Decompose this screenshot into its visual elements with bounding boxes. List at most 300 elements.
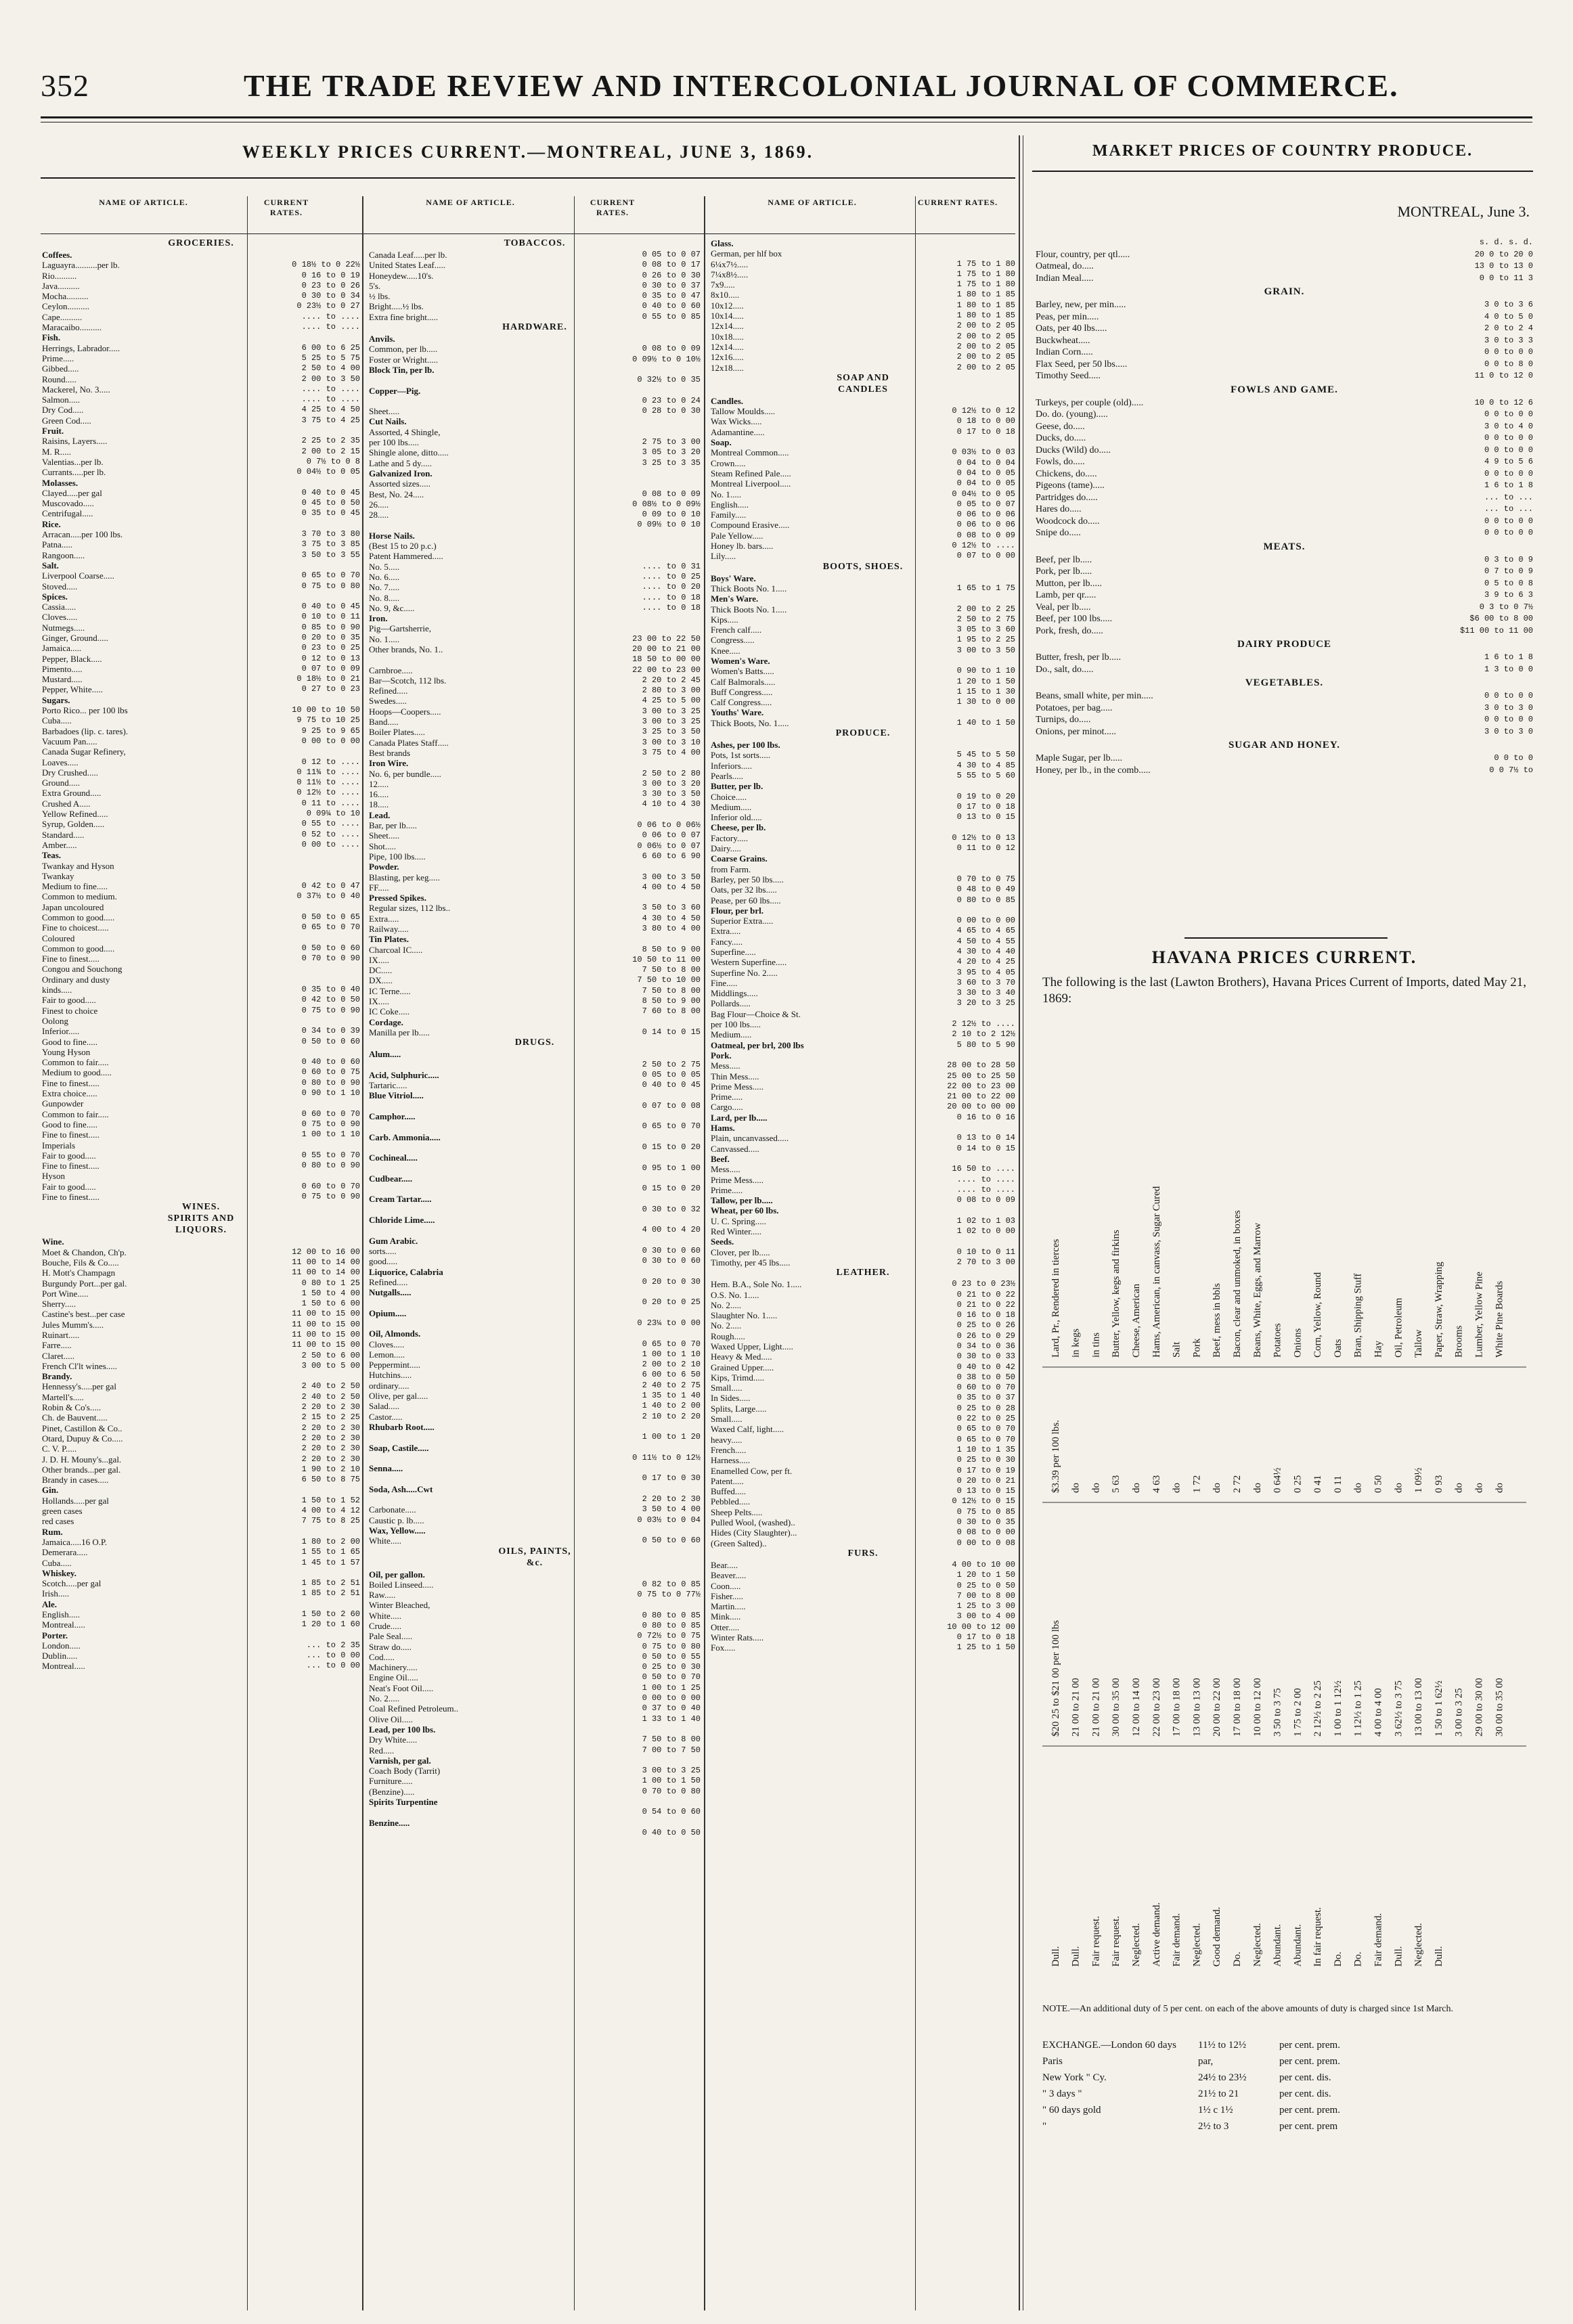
price-row bbox=[42, 508, 360, 518]
price-row bbox=[42, 1351, 360, 1361]
article-name: Extra..... bbox=[711, 926, 741, 937]
article-name: Fancy..... bbox=[711, 936, 743, 947]
price-row bbox=[42, 416, 360, 426]
price-row bbox=[711, 697, 1015, 707]
current-rate: 0 00 to .... bbox=[301, 839, 360, 849]
article-name: Coffees. bbox=[42, 250, 72, 260]
current-rate: 0 13 to 0 15 bbox=[956, 812, 1015, 822]
current-rate: 0 65 to 0 70 bbox=[301, 571, 360, 581]
current-rate bbox=[626, 810, 701, 820]
article-name: Otter..... bbox=[711, 1622, 740, 1632]
article-name: Benzine..... bbox=[369, 1817, 410, 1828]
price-row bbox=[42, 1171, 360, 1181]
article-name: Demerara..... bbox=[42, 1547, 88, 1558]
current-rate: .... to .... bbox=[956, 1184, 1015, 1194]
article-name: Yellow Refined..... bbox=[42, 809, 108, 820]
current-rate bbox=[941, 707, 1015, 717]
havana-price: 2 12½ to 2 25 bbox=[1312, 1680, 1324, 1737]
price-row bbox=[42, 281, 360, 291]
current-rate: 0 17 to 0 19 bbox=[956, 1465, 1015, 1475]
exchange-row bbox=[1042, 2086, 1526, 2102]
article-name: Cuba..... bbox=[42, 1557, 72, 1568]
price-row bbox=[369, 903, 701, 913]
current-rate: .... to .... bbox=[301, 322, 360, 332]
article-name: Inferior old..... bbox=[711, 812, 762, 823]
price-row bbox=[1036, 554, 1533, 566]
current-rate: 3 0 to 3 3 bbox=[1484, 335, 1533, 345]
current-rate: 0 65 to 0 70 bbox=[642, 1121, 701, 1132]
current-rate: 2 00 to 2 10 bbox=[642, 1360, 701, 1370]
section-heading: SOAP AND bbox=[837, 372, 889, 383]
current-rate: 2 0 to 2 4 bbox=[1484, 323, 1533, 333]
article-name: Hennessy's.....per gal bbox=[42, 1381, 116, 1392]
current-rate: 0 17 to 0 18 bbox=[956, 426, 1015, 437]
price-row bbox=[42, 975, 360, 985]
current-rate: 4 00 to 10 00 bbox=[952, 1559, 1015, 1569]
article-name: Inferior..... bbox=[42, 1026, 80, 1037]
article-name: Hutchins..... bbox=[369, 1370, 412, 1381]
article-name: Cape.......... bbox=[42, 311, 83, 322]
article-name: Gum Arabic. bbox=[369, 1235, 418, 1246]
article-name: Alum..... bbox=[369, 1049, 401, 1060]
article-name: No. 1..... bbox=[369, 633, 400, 644]
current-rate: 1 75 to 1 80 bbox=[956, 259, 1015, 269]
price-row bbox=[1036, 664, 1533, 676]
current-rate: 2 20 to 2 45 bbox=[642, 675, 701, 685]
price-row bbox=[42, 643, 360, 653]
current-rate: 0 30 to 0 60 bbox=[642, 1245, 701, 1255]
current-rate bbox=[626, 934, 701, 944]
price-row bbox=[369, 841, 701, 851]
current-rate: 3 75 to 4 00 bbox=[642, 747, 701, 757]
current-rate bbox=[626, 531, 701, 541]
article-name: No. 9, &c..... bbox=[369, 602, 415, 613]
article-name: Calf Balmorals..... bbox=[711, 676, 776, 687]
article-name: Medium to fine..... bbox=[42, 881, 108, 892]
havana-price: 3 62½ to 3 75 bbox=[1393, 1680, 1404, 1737]
price-row bbox=[711, 812, 1015, 822]
current-rate: 2 70 to 3 00 bbox=[956, 1257, 1015, 1267]
price-row bbox=[711, 968, 1015, 978]
price-row bbox=[369, 924, 701, 934]
current-rate bbox=[286, 250, 360, 260]
prices-column-2 bbox=[369, 238, 701, 2304]
price-row bbox=[42, 1454, 360, 1465]
article-name: ½ lbs. bbox=[369, 291, 391, 302]
price-row bbox=[1036, 602, 1533, 614]
current-rate: 3 75 to 4 25 bbox=[301, 415, 360, 425]
section-heading: DRUGS. bbox=[514, 1037, 555, 1048]
current-rate: 0 06 to 0 06 bbox=[956, 510, 1015, 520]
article-name: Indian Meal..... bbox=[1036, 273, 1094, 284]
current-rate bbox=[286, 1485, 360, 1495]
current-rate: 1 80 to 1 85 bbox=[956, 290, 1015, 300]
price-row bbox=[1036, 714, 1533, 726]
price-row bbox=[42, 1161, 360, 1171]
article-name: Machinery..... bbox=[369, 1662, 418, 1673]
article-name: Charcoal IC..... bbox=[369, 944, 423, 955]
price-row bbox=[42, 881, 360, 891]
price-row bbox=[369, 520, 701, 530]
article-name: Chickens, do..... bbox=[1036, 468, 1097, 479]
price-row bbox=[369, 1631, 701, 1641]
current-rate: 1 85 to 2 51 bbox=[301, 1578, 360, 1588]
exchange-label: " bbox=[1042, 2121, 1047, 2132]
section-heading: VEGETABLES. bbox=[1245, 677, 1324, 688]
price-row bbox=[1036, 589, 1533, 602]
price-row bbox=[42, 1444, 360, 1454]
price-row bbox=[42, 550, 360, 560]
price-row bbox=[711, 1466, 1015, 1476]
category-row bbox=[711, 1123, 1015, 1133]
article-name: Olive Oil..... bbox=[369, 1714, 413, 1724]
article-name: 10x18..... bbox=[711, 331, 744, 342]
exchange-basis: per cent. prem. bbox=[1279, 2056, 1340, 2067]
current-rate: 2 00 to 2 05 bbox=[956, 352, 1015, 362]
article-name: 28..... bbox=[369, 510, 389, 520]
current-rate bbox=[286, 560, 360, 571]
category-row bbox=[369, 468, 701, 478]
article-name: Flax Seed, per 50 lbs..... bbox=[1036, 359, 1128, 370]
article-name: No. 6..... bbox=[369, 571, 400, 582]
article-name: Glass. bbox=[711, 238, 734, 248]
article-name: Pepper, Black..... bbox=[42, 653, 102, 664]
current-rate bbox=[626, 893, 701, 903]
current-rate: 0 08 to 0 09 bbox=[642, 344, 701, 354]
price-row bbox=[369, 1652, 701, 1662]
current-rate: 2 00 to 2 05 bbox=[956, 331, 1015, 341]
article-name: Ceylon.......... bbox=[42, 301, 90, 312]
current-rate: 0 17 to 0 18 bbox=[956, 1632, 1015, 1642]
article-name: good..... bbox=[369, 1256, 398, 1267]
price-row bbox=[711, 1009, 1015, 1019]
current-rate bbox=[286, 1098, 360, 1109]
article-name: Liquorice, Calabria bbox=[369, 1266, 443, 1277]
article-name: Pebbled..... bbox=[711, 1496, 751, 1507]
category-row bbox=[369, 1267, 701, 1277]
price-row bbox=[42, 1067, 360, 1077]
article-name: Honey lb. bars..... bbox=[711, 541, 774, 552]
article-name: Lamb, per qr..... bbox=[1036, 590, 1096, 600]
price-row bbox=[711, 885, 1015, 895]
current-rate bbox=[626, 623, 701, 633]
current-rate: 3 30 to 3 40 bbox=[956, 988, 1015, 998]
article-name: Turnips, do..... bbox=[1036, 715, 1091, 725]
article-name: Scotch.....per gal bbox=[42, 1578, 102, 1589]
category-row bbox=[369, 613, 701, 623]
current-rate: 4 25 to 4 50 bbox=[301, 405, 360, 415]
article-name: Barley, new, per min..... bbox=[1036, 300, 1126, 310]
price-row bbox=[711, 1331, 1015, 1341]
article-name: Ruinart..... bbox=[42, 1329, 80, 1340]
article-name: Mutton, per lb..... bbox=[1036, 578, 1102, 589]
article-name: J. D. H. Mouny's...gal. bbox=[42, 1454, 122, 1465]
article-name: Neat's Foot Oil..... bbox=[369, 1682, 434, 1693]
havana-remark: Neglected. bbox=[1191, 1923, 1203, 1967]
current-rate: 0 00 to 0 00 bbox=[301, 736, 360, 746]
article-name: Montreal..... bbox=[42, 1661, 85, 1672]
article-name: Gibbed..... bbox=[42, 363, 79, 374]
price-row bbox=[42, 985, 360, 995]
current-rate: 1 45 to 1 57 bbox=[301, 1557, 360, 1567]
price-row bbox=[711, 646, 1015, 656]
price-row bbox=[369, 1318, 701, 1328]
price-row bbox=[369, 623, 701, 633]
current-rate: 0 55 to .... bbox=[301, 819, 360, 829]
article-name: Lathe and 5 dy..... bbox=[369, 457, 433, 468]
current-rate: 4 30 to 4 85 bbox=[956, 760, 1015, 770]
price-row bbox=[42, 819, 360, 829]
article-name: Hollands.....per gal bbox=[42, 1495, 109, 1506]
article-name: Swedes..... bbox=[369, 696, 407, 707]
price-row bbox=[369, 1060, 701, 1070]
price-row bbox=[1036, 578, 1533, 590]
current-rate: 0 23 to 0 25 bbox=[301, 643, 360, 653]
price-row bbox=[42, 467, 360, 477]
current-rate: 0 08 to 0 17 bbox=[642, 260, 701, 270]
article-name: Furniture..... bbox=[369, 1776, 413, 1787]
price-row bbox=[711, 1226, 1015, 1236]
current-rate: 0 75 to 0 80 bbox=[301, 581, 360, 591]
country-produce-date: MONTREAL, June 3. bbox=[1397, 203, 1530, 220]
article-name bbox=[369, 1828, 626, 1838]
article-name: Beef, per lb..... bbox=[1036, 554, 1092, 565]
article-name: Compound Erasive..... bbox=[711, 520, 790, 531]
current-rate: 3 0 to 3 0 bbox=[1484, 726, 1533, 736]
article-name: Chloride Lime..... bbox=[369, 1215, 435, 1226]
article-name: Mess..... bbox=[711, 1060, 740, 1071]
current-rate bbox=[626, 1422, 701, 1432]
current-rate bbox=[941, 1123, 1015, 1133]
col3-name-header: NAME OF ARTICLE. bbox=[768, 198, 857, 207]
current-rate: 0 37½ to 0 40 bbox=[296, 891, 360, 901]
article-name: Dry Cod..... bbox=[42, 405, 84, 416]
havana-article: Lumber, Yellow Pine bbox=[1474, 1272, 1485, 1358]
article-name: Rice. bbox=[42, 518, 61, 529]
current-rate: 0 11 to .... bbox=[301, 798, 360, 808]
article-name: Waxed Upper, Light..... bbox=[711, 1341, 793, 1351]
article-name: Mackerel, No. 3..... bbox=[42, 384, 110, 395]
current-rate: 0 50 to 0 60 bbox=[301, 943, 360, 953]
price-row bbox=[369, 572, 701, 582]
havana-article: Paper, Straw, Wrapping bbox=[1433, 1261, 1444, 1358]
price-row bbox=[711, 1175, 1015, 1185]
article-name: Jules Mumm's..... bbox=[42, 1319, 104, 1330]
current-rate: 1 20 to 1 50 bbox=[956, 1570, 1015, 1580]
category-row bbox=[42, 1599, 360, 1609]
current-rate: 20 00 to 00 00 bbox=[947, 1102, 1015, 1112]
havana-duties: 2 72 bbox=[1231, 1475, 1243, 1493]
article-name: Pressed Spikes. bbox=[369, 893, 426, 903]
price-row bbox=[42, 602, 360, 612]
havana-article: Onions bbox=[1292, 1328, 1304, 1358]
price-row bbox=[369, 1776, 701, 1786]
price-row bbox=[711, 1164, 1015, 1174]
current-rate: 0 75 to 0 90 bbox=[301, 1192, 360, 1202]
price-row bbox=[369, 1473, 701, 1483]
current-rate: 0 3 to 0 9 bbox=[1484, 554, 1533, 564]
current-rate: 0 17 to 0 30 bbox=[642, 1473, 701, 1483]
havana-price: 10 00 to 12 00 bbox=[1251, 1678, 1263, 1737]
price-row bbox=[711, 677, 1015, 687]
current-rate: 3 60 to 3 70 bbox=[956, 977, 1015, 987]
category-row bbox=[42, 426, 360, 436]
price-row bbox=[42, 861, 360, 871]
current-rate: 4 65 to 4 65 bbox=[956, 926, 1015, 936]
current-rate: 0 07 to 0 08 bbox=[642, 1100, 701, 1111]
article-name: Ch. de Bauvent..... bbox=[42, 1412, 108, 1423]
exchange-row bbox=[1042, 2053, 1526, 2070]
exchange-basis: per cent. prem. bbox=[1279, 2105, 1340, 2116]
current-rate: 0 80 to 0 85 bbox=[642, 1610, 701, 1620]
havana-price: 12 00 to 14 00 bbox=[1131, 1678, 1142, 1737]
price-row bbox=[369, 1515, 701, 1525]
current-rate: 2 00 to 2 05 bbox=[956, 321, 1015, 331]
price-row bbox=[1036, 527, 1533, 539]
price-row bbox=[42, 1289, 360, 1299]
current-rate: 6 50 to 8 75 bbox=[301, 1475, 360, 1485]
category-row bbox=[369, 1484, 701, 1494]
price-row bbox=[711, 1081, 1015, 1092]
current-rate bbox=[626, 1724, 701, 1735]
price-row bbox=[711, 1383, 1015, 1393]
article-name: Fine..... bbox=[711, 977, 738, 988]
article-name: Crown..... bbox=[711, 457, 746, 468]
price-row bbox=[711, 666, 1015, 676]
article-name: Syrup, Golden..... bbox=[42, 819, 105, 830]
article-name: Carnbroe..... bbox=[369, 665, 413, 675]
article-name: Prime Mess..... bbox=[711, 1081, 763, 1092]
havana-article: in tins bbox=[1090, 1332, 1102, 1358]
current-rate bbox=[941, 906, 1015, 916]
article-name bbox=[369, 1473, 626, 1483]
price-row bbox=[369, 1536, 701, 1546]
current-rate: 4 30 to 4 50 bbox=[642, 913, 701, 923]
price-row bbox=[369, 1080, 701, 1090]
current-rate: 3 50 to 3 55 bbox=[301, 550, 360, 560]
article-name: Patna..... bbox=[42, 539, 73, 550]
article-name: London..... bbox=[42, 1640, 81, 1651]
havana-duties: 0 93 bbox=[1433, 1475, 1444, 1493]
price-row bbox=[711, 499, 1015, 510]
havana-remark: In fair request. bbox=[1312, 1907, 1324, 1967]
price-row bbox=[42, 1257, 360, 1268]
units-label: s. d. s. d. bbox=[1479, 238, 1533, 247]
section-heading: FOWLS AND GAME. bbox=[1231, 384, 1338, 395]
article-name: Clover, per lb..... bbox=[711, 1247, 770, 1257]
price-row bbox=[711, 687, 1015, 697]
price-row bbox=[711, 311, 1015, 321]
price-row bbox=[42, 746, 360, 757]
current-rate: 0 03½ to 0 03 bbox=[952, 447, 1015, 457]
category-row bbox=[369, 1724, 701, 1735]
article-name: Grained Upper..... bbox=[711, 1362, 774, 1372]
price-row bbox=[369, 1339, 701, 1349]
article-name: Ashes, per 100 lbs. bbox=[711, 740, 780, 751]
current-rate: 23 00 to 22 50 bbox=[632, 633, 701, 644]
current-rate: 11 00 to 15 00 bbox=[292, 1329, 360, 1339]
article-name: Ducks, do..... bbox=[1036, 433, 1086, 443]
current-rate: 3 0 to 3 6 bbox=[1484, 300, 1533, 309]
article-name: Patent..... bbox=[711, 1475, 744, 1486]
current-rate bbox=[286, 478, 360, 488]
article-name: French..... bbox=[711, 1444, 747, 1455]
article-name: Turkeys, per couple (old)..... bbox=[1036, 397, 1144, 408]
price-row bbox=[369, 499, 701, 510]
current-rate: 0 42 to 0 50 bbox=[301, 995, 360, 1005]
article-name: Salt. bbox=[42, 560, 59, 571]
price-row bbox=[711, 583, 1015, 594]
article-name: Bar, per lb..... bbox=[369, 820, 417, 831]
havana-remark: Abundant. bbox=[1272, 1924, 1283, 1967]
category-row bbox=[369, 1308, 701, 1318]
price-row bbox=[42, 260, 360, 270]
current-rate: 0 11½ to 0 12½ bbox=[632, 1452, 701, 1462]
price-row bbox=[369, 551, 701, 561]
price-row bbox=[711, 1102, 1015, 1112]
category-row bbox=[369, 1463, 701, 1473]
article-name: 10x12..... bbox=[711, 300, 744, 311]
article-name: Robin & Co's..... bbox=[42, 1402, 102, 1413]
current-rate: .... to .... bbox=[301, 384, 360, 394]
article-name: Pepper, White..... bbox=[42, 684, 103, 695]
article-name: Senna..... bbox=[369, 1463, 403, 1474]
article-name: Kips..... bbox=[711, 614, 738, 625]
article-name: 18..... bbox=[369, 799, 389, 810]
current-rate: 0 35 to 0 40 bbox=[301, 985, 360, 995]
price-row bbox=[369, 738, 701, 748]
price-row bbox=[711, 468, 1015, 478]
article-name: ordinary..... bbox=[369, 1380, 409, 1391]
current-rate: 3 05 to 3 20 bbox=[642, 447, 701, 457]
current-rate: 2 50 to 2 80 bbox=[642, 768, 701, 778]
article-name: No. 7..... bbox=[369, 582, 400, 593]
article-name: Choice..... bbox=[711, 791, 747, 802]
price-row bbox=[369, 1504, 701, 1515]
article-name: Olive, per gal..... bbox=[369, 1391, 428, 1402]
article-name: Red Winter..... bbox=[711, 1226, 762, 1237]
price-row bbox=[711, 1071, 1015, 1081]
price-row bbox=[42, 571, 360, 581]
article-name: 12x14..... bbox=[711, 341, 744, 352]
current-rate bbox=[941, 573, 1015, 583]
section-heading: SPIRITS AND bbox=[167, 1213, 235, 1224]
article-name: Superior Extra..... bbox=[711, 916, 774, 926]
price-row bbox=[42, 964, 360, 974]
havana-duties: do bbox=[1494, 1483, 1505, 1493]
price-row bbox=[42, 1182, 360, 1192]
exchange-basis: per cent. dis. bbox=[1279, 2088, 1331, 2099]
article-name: Gin. bbox=[42, 1485, 59, 1496]
current-rate bbox=[941, 396, 1015, 406]
article-name: Thick Boots, No. 1..... bbox=[711, 717, 789, 728]
article-name: Partridges do..... bbox=[1036, 492, 1098, 503]
price-row bbox=[42, 1016, 360, 1026]
article-name: Bear..... bbox=[711, 1559, 738, 1570]
current-rate: 0 40 to 0 42 bbox=[956, 1362, 1015, 1372]
havana-price: 3 00 to 3 25 bbox=[1453, 1688, 1465, 1737]
havana-duties: 1 09½ bbox=[1413, 1467, 1425, 1493]
current-rate: 0 7 to 0 9 bbox=[1484, 566, 1533, 576]
article-name bbox=[369, 1225, 626, 1235]
article-name: Cloves..... bbox=[42, 612, 78, 623]
exchange-label: " 3 days " bbox=[1042, 2088, 1082, 2099]
article-name: 6¼x7½..... bbox=[711, 259, 749, 269]
price-row bbox=[42, 788, 360, 798]
article-name: Irish..... bbox=[42, 1588, 70, 1599]
current-rate bbox=[941, 1050, 1015, 1060]
article-name: Do., salt, do..... bbox=[1036, 664, 1094, 675]
